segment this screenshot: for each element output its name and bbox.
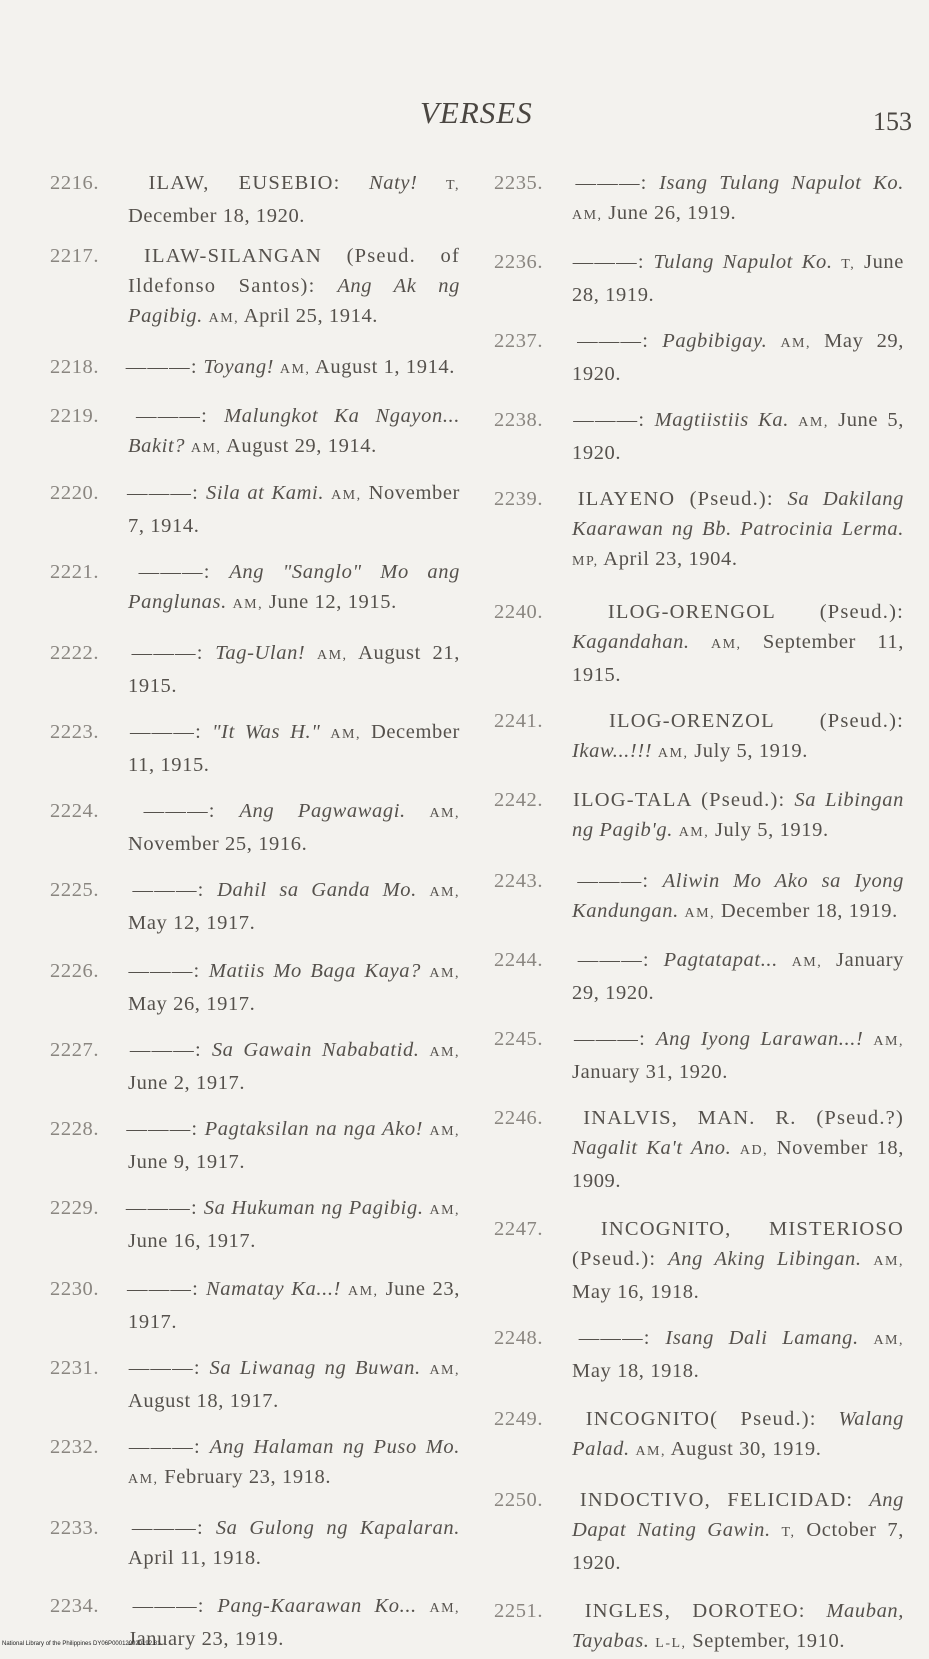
entry-date: October 7, 1920.	[572, 1519, 904, 1574]
entry-date: September 11, 1915.	[572, 631, 904, 686]
entry-number: 2223.	[50, 721, 100, 743]
entry-title: Sa Gulong ng Kapalaran.	[215, 1517, 460, 1539]
bibliography-entry	[50, 1114, 460, 1177]
entry-title: Sila at Kami.	[206, 482, 325, 504]
entry-date: May 12, 1917.	[128, 912, 256, 934]
entry-publication: AM,	[873, 1034, 904, 1049]
entry-title: "It Was H."	[211, 721, 321, 743]
entry-number: 2227.	[50, 1039, 100, 1061]
entry-date: November 18, 1909.	[572, 1137, 904, 1192]
entry-title: Dahil sa Ganda Mo.	[217, 879, 417, 901]
entry-author: ———:	[136, 405, 209, 427]
entry-publication: AM,	[635, 1444, 666, 1459]
entry-author: ———:	[131, 1517, 204, 1539]
running-title: VERSES	[420, 95, 533, 130]
entry-number: 2231.	[50, 1357, 100, 1379]
entry-date: January 31, 1920.	[572, 1061, 728, 1083]
entry-date: June 12, 1915.	[268, 591, 397, 613]
entry-title: Kagandahan.	[572, 631, 690, 653]
entry-publication: AM,	[429, 885, 460, 900]
entry-date: August 29, 1914.	[226, 435, 377, 457]
bibliography-entry	[494, 168, 904, 231]
entry-title: Ang Aking Libingan.	[668, 1248, 862, 1270]
entry-title: Pagbibigay.	[662, 330, 768, 352]
entry-title: Sa Liwanag ng Buwan.	[209, 1357, 421, 1379]
entry-author: ILAYENO (Pseud.):	[577, 488, 774, 510]
entry-number: 2228.	[50, 1118, 100, 1140]
bibliography-entry	[494, 326, 904, 389]
entry-title: Naty!	[368, 172, 418, 194]
entry-author: ILAW, EUSEBIO:	[148, 172, 341, 194]
entry-number: 2219.	[50, 405, 100, 427]
entry-publication: AM,	[429, 966, 460, 981]
entry-publication: T,	[841, 257, 856, 272]
bibliography-entry	[50, 352, 460, 385]
bibliography-entry	[50, 557, 460, 620]
bibliography-entry	[50, 1035, 460, 1098]
entry-title: Pagtatapat...	[663, 949, 778, 971]
bibliography-entry	[494, 1404, 904, 1467]
bibliography-entry	[494, 1024, 904, 1087]
entry-number: 2233.	[50, 1517, 100, 1539]
entry-number: 2226.	[50, 960, 100, 982]
entry-title: Isang Dali Lamang.	[665, 1327, 859, 1349]
page-header	[0, 95, 929, 135]
entry-publication: AM,	[317, 648, 348, 663]
entry-number: 2235.	[494, 172, 544, 194]
entry-number: 2232.	[50, 1436, 100, 1458]
footer-credit: National Library of the Philippines DY06P000129920192.81	[2, 1641, 161, 1647]
entry-title: Mauban, Tayabas.	[572, 1600, 904, 1652]
entry-number: 2245.	[494, 1028, 544, 1050]
entry-title: Toyang!	[203, 356, 275, 378]
entry-author: INGLES, DOROTEO:	[584, 1600, 806, 1622]
entry-date: February 23, 1918.	[164, 1466, 332, 1488]
entry-date: July 5, 1919.	[714, 819, 829, 841]
bibliography-entry	[494, 1103, 904, 1196]
entry-date: November 25, 1916.	[128, 833, 308, 855]
entry-number: 2241.	[494, 710, 544, 732]
entry-date: July 5, 1919.	[694, 740, 808, 762]
entry-publication: T,	[445, 178, 460, 193]
entry-title: Ang Iyong Larawan...!	[656, 1028, 864, 1050]
bibliography-entry	[494, 945, 904, 1008]
entry-number: 2246.	[494, 1107, 544, 1129]
entry-number: 2221.	[50, 561, 100, 583]
bibliography-entry	[50, 401, 460, 464]
entry-title: Tulang Napulot Ko.	[653, 251, 833, 273]
entry-date: August 21, 1915.	[128, 642, 460, 697]
entry-title: Sa Libingan ng Pagib'g.	[572, 789, 904, 841]
entry-publication: AM,	[678, 825, 710, 840]
entry-number: 2238.	[494, 409, 544, 431]
bibliography-entry	[494, 866, 904, 929]
entry-author: ———:	[131, 642, 204, 664]
entry-date: April 11, 1918.	[128, 1547, 262, 1569]
entry-number: 2244.	[494, 949, 544, 971]
entry-date: January 23, 1919.	[128, 1628, 284, 1650]
entry-author: ———:	[127, 482, 200, 504]
entry-author: ———:	[125, 1197, 198, 1219]
entry-number: 2216.	[50, 172, 100, 194]
entry-author: ———:	[577, 870, 650, 892]
entry-author: ILAW-SILANGAN (Pseud. of Ildefonso Santos):	[128, 245, 460, 297]
entry-publication: AM,	[429, 1363, 460, 1378]
entry-date: June 28, 1919.	[572, 251, 904, 306]
entry-author: ———:	[573, 409, 646, 431]
entry-publication: AM,	[657, 746, 689, 761]
entry-number: 2250.	[494, 1489, 544, 1511]
entry-number: 2243.	[494, 870, 544, 892]
entry-number: 2248.	[494, 1327, 544, 1349]
bibliography-entry	[50, 875, 460, 938]
entry-author: ———:	[125, 356, 198, 378]
entry-author: ———:	[572, 251, 645, 273]
entry-publication: L-L,	[655, 1636, 687, 1651]
entry-author: ———:	[129, 1039, 202, 1061]
entry-publication: AM,	[873, 1333, 904, 1348]
entry-author: ———:	[578, 1327, 651, 1349]
entry-title: Pang-Kaarawan Ko...	[217, 1595, 417, 1617]
bibliography-entry	[50, 796, 460, 859]
entry-publication: MP,	[572, 554, 599, 569]
entry-publication: AM,	[429, 806, 460, 821]
bibliography-entry	[50, 241, 460, 334]
entry-number: 2237.	[494, 330, 544, 352]
bibliography-entry	[494, 247, 904, 310]
entry-number: 2220.	[50, 482, 100, 504]
entry-number: 2225.	[50, 879, 100, 901]
entry-author: ———:	[143, 800, 216, 822]
entry-author: ILOG-ORENZOL (Pseud.):	[609, 710, 904, 732]
entry-author: ———:	[128, 960, 201, 982]
entry-author: ———:	[128, 1436, 201, 1458]
bibliography-entry	[494, 1323, 904, 1386]
entry-date: August 1, 1914.	[315, 356, 456, 378]
entry-publication: AM,	[873, 1254, 904, 1269]
entry-date: September, 1910.	[692, 1630, 846, 1652]
entry-date: May 16, 1918.	[572, 1281, 700, 1303]
entry-publication: AM,	[208, 311, 240, 326]
entry-date: May 18, 1918.	[572, 1360, 700, 1382]
entry-number: 2247.	[494, 1218, 544, 1240]
entry-date: August 18, 1917.	[128, 1390, 279, 1412]
entry-author: ———:	[577, 330, 650, 352]
bibliography-entry	[494, 405, 904, 468]
entry-title: Sa Dakilang Kaarawan ng Bb. Patrocinia Lerma.	[572, 488, 904, 540]
entry-date: June 23, 1917.	[128, 1278, 460, 1333]
entry-publication: AM,	[429, 1601, 461, 1616]
entry-title: Sa Hukuman ng Pagibig.	[203, 1197, 424, 1219]
entry-number: 2234.	[50, 1595, 100, 1617]
entry-title: Sa Gawain Nababatid.	[211, 1039, 420, 1061]
entry-title: Matiis Mo Baga Kaya?	[208, 960, 421, 982]
entry-author: ILOG-ORENGOL (Pseud.):	[607, 601, 904, 623]
entry-date: November 7, 1914.	[128, 482, 460, 537]
entry-title: Pagtaksilan na nga Ako!	[204, 1118, 424, 1140]
entry-number: 2224.	[50, 800, 100, 822]
bibliography-entry	[494, 484, 904, 577]
entry-author: ———:	[128, 1357, 201, 1379]
entry-date: April 25, 1914.	[243, 305, 379, 327]
entry-publication: AM,	[429, 1203, 461, 1218]
bibliography-entry	[50, 638, 460, 701]
entry-author: ILOG-TALA (Pseud.):	[573, 789, 786, 811]
entry-author: INCOGNITO( Pseud.):	[585, 1408, 817, 1430]
entry-date: June 26, 1919.	[608, 202, 737, 224]
entry-author: ———:	[574, 1028, 647, 1050]
bibliography-entry	[50, 478, 460, 541]
entry-date: April 23, 1904.	[603, 548, 738, 570]
entry-author: ———:	[577, 949, 650, 971]
entry-date: June 9, 1917.	[128, 1151, 246, 1173]
entry-title: Namatay Ka...!	[206, 1278, 341, 1300]
entry-title: Ang Pagwawagi.	[239, 800, 406, 822]
entry-title: Magtiistiis Ka.	[654, 409, 789, 431]
entry-date: December 18, 1919.	[720, 900, 898, 922]
entry-author: ———:	[132, 879, 205, 901]
entry-author: ———:	[138, 561, 211, 583]
entry-title: Isang Tulang Napulot Ko.	[659, 172, 904, 194]
entry-publication: AD,	[739, 1143, 769, 1158]
entry-author: ———:	[127, 1278, 200, 1300]
entry-title: Nagalit Ka't Ano.	[572, 1137, 732, 1159]
entry-title: Tag-Ulan!	[215, 642, 306, 664]
entry-number: 2222.	[50, 642, 100, 664]
bibliography-entry	[50, 956, 460, 1019]
bibliography-entry	[494, 1485, 904, 1578]
right-column	[494, 152, 904, 1659]
entry-publication: AM,	[572, 208, 603, 223]
entry-publication: AM,	[128, 1472, 159, 1487]
bibliography-entry	[50, 168, 460, 231]
entry-number: 2217.	[50, 245, 100, 267]
left-column	[50, 152, 460, 1654]
entry-author: INALVIS, MAN. R. (Pseud.?)	[583, 1107, 904, 1129]
entry-number: 2229.	[50, 1197, 100, 1219]
entry-title: Aliwin Mo Ako sa Iyong Kandungan.	[572, 870, 904, 922]
bibliography-entry	[50, 1193, 460, 1256]
entry-date: December 11, 1915.	[128, 721, 460, 776]
entry-date: June 5, 1920.	[572, 409, 904, 464]
entry-date: June 16, 1917.	[128, 1230, 256, 1252]
entry-publication: AM,	[429, 1124, 461, 1139]
entry-number: 2239.	[494, 488, 544, 510]
entry-author: INDOCTIVO, FELICIDAD:	[579, 1489, 854, 1511]
bibliography-entry	[50, 717, 460, 780]
entry-date: May 29, 1920.	[572, 330, 905, 385]
entry-date: August 30, 1919.	[670, 1438, 822, 1460]
entry-date: June 2, 1917.	[128, 1072, 246, 1094]
entry-publication: AM,	[190, 441, 222, 456]
entry-publication: AM,	[348, 1284, 379, 1299]
entry-publication: AM,	[279, 362, 311, 377]
entry-number: 2251.	[494, 1600, 544, 1622]
entry-title: Ang Halaman ng Puso Mo.	[209, 1436, 460, 1458]
entry-date: May 26, 1917.	[128, 993, 256, 1015]
entry-title: Ang "Sanglo" Mo ang Panglunas.	[128, 561, 460, 613]
entry-publication: AM,	[780, 336, 811, 351]
page-number: 153	[873, 107, 912, 136]
entry-date: December 18, 1920.	[128, 205, 306, 227]
bibliography-entry	[494, 1214, 904, 1307]
bibliography-entry	[50, 1274, 460, 1337]
entry-number: 2218.	[50, 356, 100, 378]
entry-publication: AM,	[232, 597, 264, 612]
entry-number: 2230.	[50, 1278, 100, 1300]
entry-number: 2236.	[494, 251, 544, 273]
entry-publication: AM,	[711, 637, 742, 652]
bibliography-entry	[50, 1513, 460, 1573]
entry-title: Ang Dapat Nating Gawin.	[572, 1489, 905, 1541]
bibliography-entry	[494, 706, 904, 769]
entry-publication: AM,	[798, 415, 829, 430]
entry-publication: AM,	[684, 906, 716, 921]
entry-title: Ikaw...!!!	[572, 740, 653, 762]
entry-number: 2240.	[494, 601, 544, 623]
entry-publication: AM,	[330, 727, 361, 742]
entry-number: 2249.	[494, 1408, 544, 1430]
entry-author: ———:	[575, 172, 648, 194]
entry-title: Malungkot Ka Ngayon... Bakit?	[128, 405, 460, 457]
bibliography-entry	[494, 597, 904, 690]
bibliography-entry	[50, 1432, 460, 1495]
entry-date: January 29, 1920.	[572, 949, 904, 1004]
entry-title: Walang Palad.	[572, 1408, 904, 1460]
bibliography-entry	[50, 1353, 460, 1416]
entry-author: INCOGNITO, MISTERIOSO (Pseud.):	[572, 1218, 904, 1270]
entry-publication: AM,	[791, 955, 823, 970]
entry-publication: T,	[781, 1525, 796, 1540]
entry-publication: AM,	[331, 488, 362, 503]
entry-author: ———:	[132, 1595, 205, 1617]
entry-author: ———:	[129, 721, 202, 743]
bibliography-entry	[494, 785, 904, 848]
entry-number: 2242.	[494, 789, 544, 811]
entry-author: ———:	[126, 1118, 199, 1140]
entry-title: Ang Ak ng Pagibig.	[128, 275, 460, 327]
entry-publication: AM,	[429, 1045, 460, 1060]
